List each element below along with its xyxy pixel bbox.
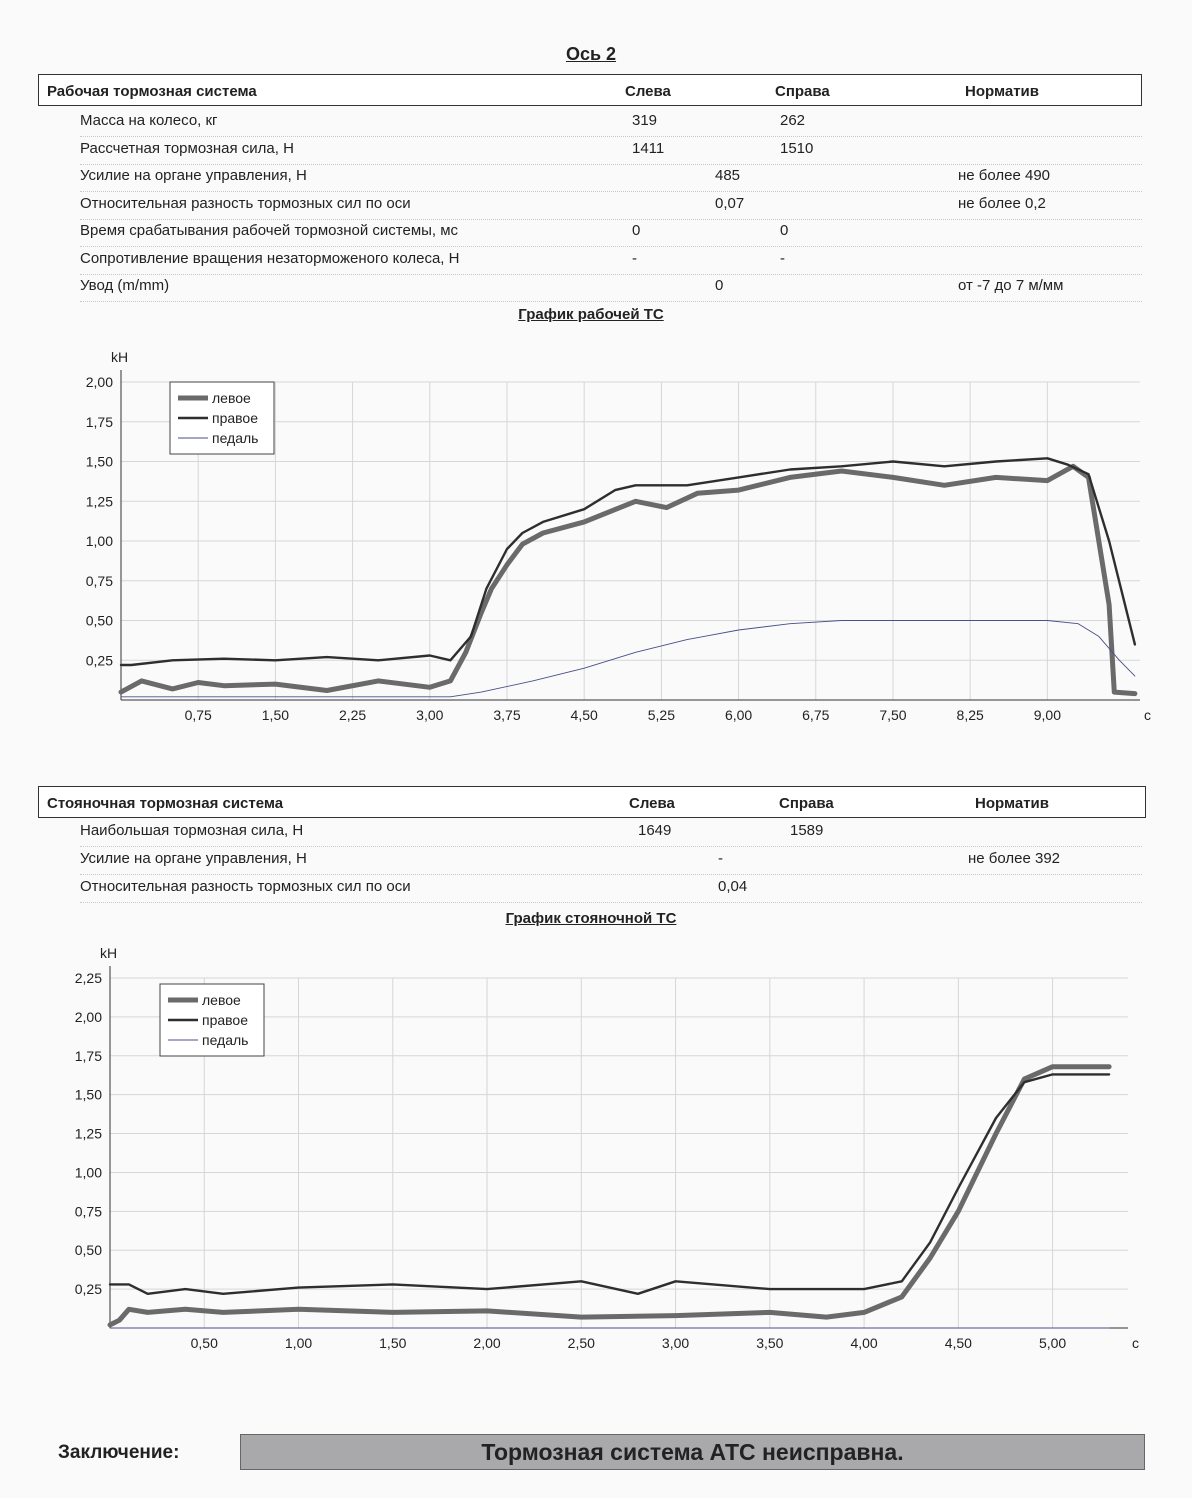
service-chart-title: График рабочей ТС <box>518 306 664 323</box>
y-tick-label: 0,25 <box>74 1281 102 1298</box>
series-line-right <box>110 1074 1109 1293</box>
y-axis-label: kH <box>100 945 118 961</box>
y-tick-label: 1,50 <box>74 1086 102 1103</box>
x-axis-label: с <box>1132 1335 1139 1351</box>
row-center-value: - <box>718 850 723 867</box>
y-tick-label: 1,00 <box>74 1164 102 1181</box>
row-label: Рассчетная тормозная сила, Н <box>80 139 294 157</box>
y-tick-label: 2,00 <box>85 374 113 390</box>
row-label: Относительная разность тормозных сил по оси <box>80 194 411 212</box>
x-tick-label: 3,00 <box>661 1335 690 1351</box>
row-norm-value: не более 392 <box>968 850 1061 867</box>
y-tick-label: 1,25 <box>74 1125 102 1142</box>
axle-title: Ось 2 <box>565 44 617 64</box>
x-tick-label: 5,25 <box>647 707 676 723</box>
x-tick-label: 1,50 <box>261 707 290 723</box>
x-tick-label: 4,50 <box>944 1335 972 1351</box>
service-col-left: Слева <box>625 83 671 100</box>
row-label: Усилие на органе управления, Н <box>80 850 307 867</box>
parking-col-left: Слева <box>629 795 675 812</box>
service-row <box>80 275 1142 302</box>
service-col-right: Справа <box>775 83 830 100</box>
row-norm-value: не более 490 <box>958 167 1051 184</box>
conclusion-text: Тормозная система АТС неисправна. <box>240 1434 1145 1470</box>
legend-label: педаль <box>212 430 259 446</box>
parking-chart-title: График стояночной ТС <box>505 910 677 927</box>
row-norm-value: от -7 до 7 м/мм <box>958 277 1064 294</box>
y-tick-label: 0,25 <box>85 652 113 669</box>
series-line-left <box>110 1067 1109 1325</box>
service-row <box>80 110 1142 137</box>
row-label: Усилие на органе управления, Н <box>80 167 307 184</box>
row-norm-value: не более 0,2 <box>958 194 1046 212</box>
y-tick-label: 1,75 <box>85 413 113 430</box>
x-tick-label: 2,00 <box>473 1335 501 1351</box>
row-label: Сопротивление вращения незаторможеного колеса, Н <box>80 249 460 267</box>
parking-brake-title: Стояночная тормозная система <box>47 795 284 812</box>
parking-col-norm: Норматив <box>975 795 1049 812</box>
x-tick-label: 4,50 <box>570 707 598 723</box>
service-row <box>80 193 1142 220</box>
service-brake-title: Рабочая тормозная система <box>47 83 257 100</box>
service-row <box>80 220 1142 247</box>
x-tick-label: 0,50 <box>190 1335 218 1351</box>
x-tick-label: 9,00 <box>1033 707 1061 723</box>
x-tick-label: 4,00 <box>850 1335 878 1351</box>
y-tick-label: 1,25 <box>85 493 113 510</box>
row-label: Относительная разность тормозных сил по оси <box>80 878 411 895</box>
x-tick-label: 8,25 <box>956 707 984 723</box>
row-center-value: 0,04 <box>718 878 748 895</box>
x-tick-label: 5,00 <box>1038 1335 1067 1351</box>
row-left-value: 319 <box>632 112 658 129</box>
row-label: Масса на колесо, кг <box>80 112 218 129</box>
row-left-value: 1649 <box>638 822 672 839</box>
row-label: Увод (m/mm) <box>80 277 170 294</box>
y-tick-label: 2,00 <box>74 1008 102 1025</box>
legend-label: левое <box>202 992 241 1008</box>
parking-row <box>80 876 1142 903</box>
parking-row <box>80 848 1142 875</box>
legend-label: правое <box>202 1012 249 1028</box>
series-line-right <box>121 458 1135 665</box>
parking-col-right: Справа <box>779 795 834 812</box>
row-right-value: 262 <box>780 112 806 129</box>
service-row <box>80 165 1142 192</box>
row-left-value: - <box>632 249 637 267</box>
row-right-value: 1589 <box>790 822 824 839</box>
x-tick-label: 1,00 <box>284 1335 313 1351</box>
x-tick-label: 6,00 <box>724 707 753 723</box>
parking-brake-chart <box>0 936 1192 1366</box>
x-tick-label: 0,75 <box>184 707 212 723</box>
y-tick-label: 1,00 <box>85 533 113 549</box>
y-tick-label: 0,75 <box>85 572 113 589</box>
row-right-value: 0 <box>780 222 789 239</box>
y-tick-label: 2,25 <box>74 970 102 986</box>
service-row <box>80 248 1142 275</box>
y-tick-label: 0,75 <box>74 1203 102 1220</box>
row-left-value: 0 <box>632 222 641 239</box>
y-axis-label: kH <box>111 349 129 365</box>
x-tick-label: 2,25 <box>338 707 367 723</box>
x-axis-label: с <box>1144 707 1151 723</box>
x-tick-label: 2,50 <box>567 1335 595 1351</box>
conclusion-label: Заключение: <box>58 1442 180 1463</box>
row-center-value: 0 <box>715 277 724 294</box>
service-row <box>80 138 1142 165</box>
service-col-norm: Норматив <box>965 83 1039 100</box>
y-tick-label: 1,75 <box>74 1047 102 1064</box>
legend-label: левое <box>212 390 251 406</box>
x-tick-label: 7,50 <box>879 707 907 723</box>
x-tick-label: 6,75 <box>802 707 830 723</box>
row-label: Время срабатывания рабочей тормозной системы, мс <box>80 222 459 239</box>
parking-row <box>80 820 1142 847</box>
x-tick-label: 3,50 <box>756 1335 784 1351</box>
row-right-value: 1510 <box>780 139 814 157</box>
service-brake-header <box>38 74 1142 106</box>
legend-label: педаль <box>202 1032 249 1048</box>
x-tick-label: 3,00 <box>416 707 444 723</box>
parking-brake-header <box>38 786 1146 818</box>
y-tick-label: 0,50 <box>74 1242 102 1259</box>
x-tick-label: 3,75 <box>493 707 521 723</box>
row-left-value: 1411 <box>632 139 665 157</box>
y-tick-label: 0,50 <box>85 612 113 629</box>
legend-label: правое <box>212 410 259 426</box>
row-center-value: 485 <box>715 167 741 184</box>
row-right-value: - <box>780 249 785 267</box>
x-tick-label: 1,50 <box>379 1335 407 1351</box>
row-label: Наибольшая тормозная сила, Н <box>80 822 304 839</box>
row-center-value: 0,07 <box>715 194 745 212</box>
service-brake-chart <box>0 330 1192 730</box>
y-tick-label: 1,50 <box>85 453 113 470</box>
